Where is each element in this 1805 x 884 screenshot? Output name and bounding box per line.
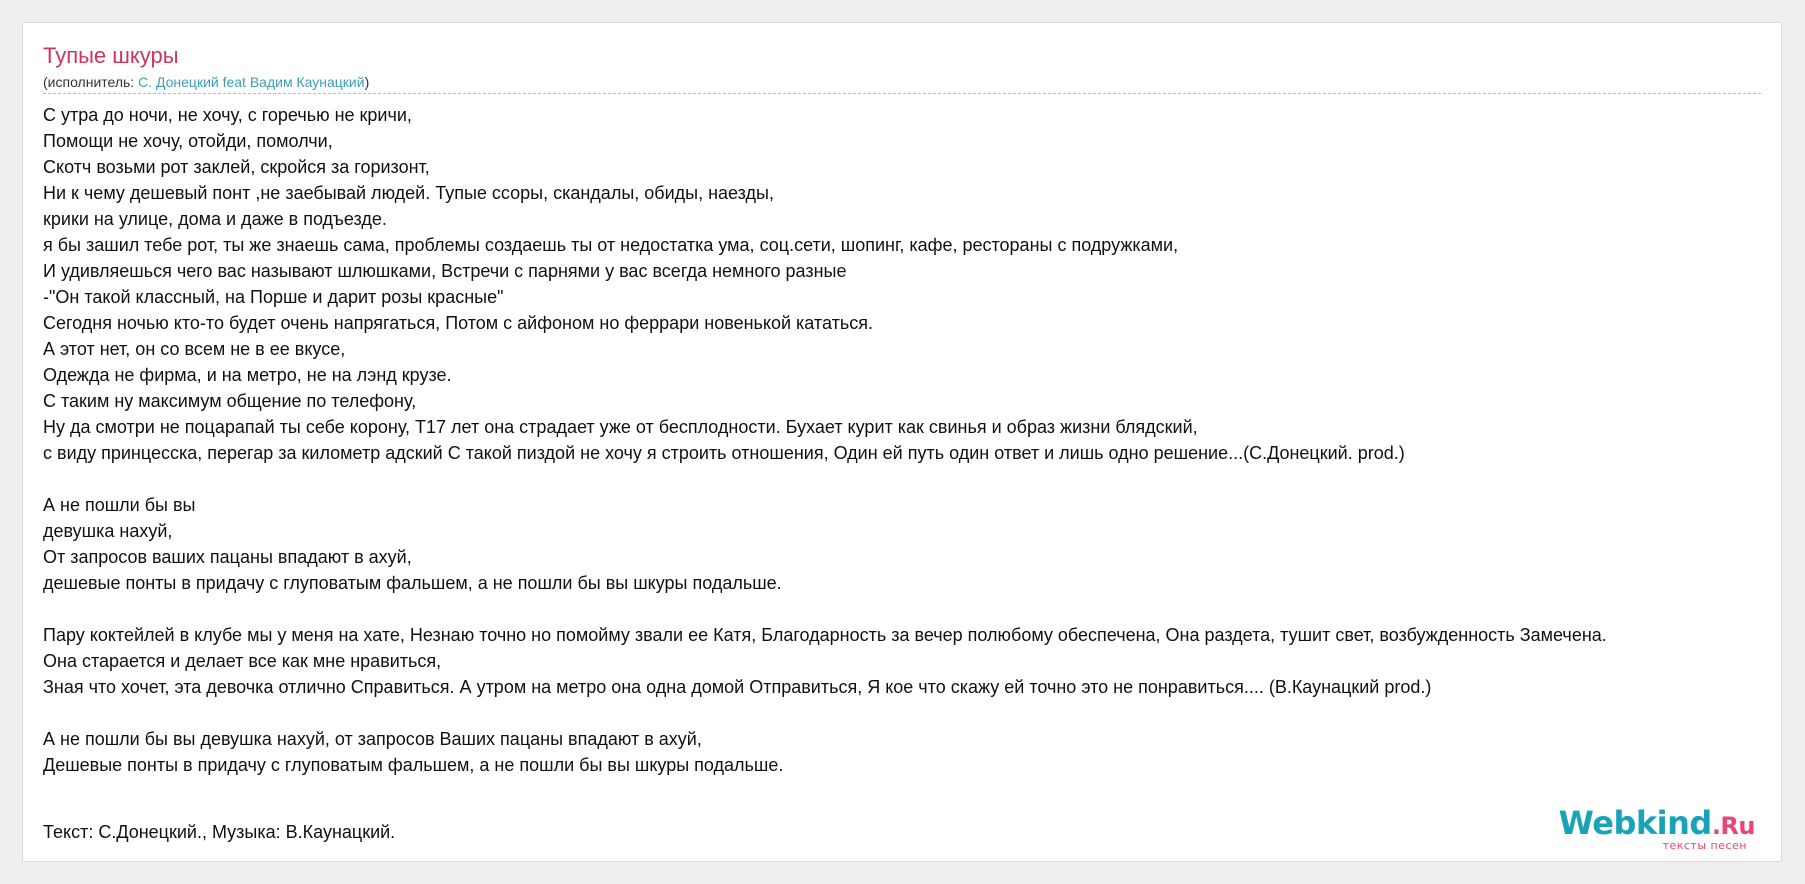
lyric-line: Дешевые понты в придачу с глуповатым фальшем, а не пошли бы вы шкуры подальше.: [43, 755, 784, 775]
verse-2: [43, 622, 1782, 700]
stanza-break: [43, 596, 1782, 622]
performer-prefix: (исполнитель:: [43, 74, 139, 90]
lyric-line: Помощи не хочу, отойди, помолчи,: [43, 131, 333, 151]
performer-line: [43, 73, 1761, 91]
song-title: Тупые шкуры: [43, 43, 179, 68]
lyric-line: Скотч возьми рот заклей, скройся за горизонт,: [43, 157, 430, 177]
performer-suffix: ): [364, 74, 370, 90]
lyric-line: Пару коктейлей в клубе мы у меня на хате, Незнаю точно но помойму звали ее Катя, Благодарность за вечер полюбому обеспечена, Она раздета, тушит свет, возбужденность Замечена.: [43, 625, 1607, 645]
lyric-line: С утра до ночи, не хочу, с горечью не кричи,: [43, 105, 412, 125]
lyric-line: А не пошли бы вы девушка нахуй, от запросов Ваших пацаны впадают в ахуй,: [43, 729, 702, 749]
lyric-line: И удивляешься чего вас называют шлюшками, Встречи с парнями у вас всегда немного разные: [43, 261, 847, 281]
lyric-line: -"Он такой классный, на Порше и дарит розы красные": [43, 287, 504, 307]
performer-link[interactable]: С. Донецкий feat Вадим Каунацкий: [138, 74, 365, 90]
lyrics-card: [22, 22, 1782, 862]
lyric-line: я бы зашил тебе рот, ты же знаешь сама, проблемы создаешь ты от недостатка ума, соц.сети, шопинг, кафе, рестораны с подружками,: [43, 235, 1179, 255]
lyric-line: девушка нахуй,: [43, 521, 173, 541]
lyric-line: с виду принцесска, перегар за километр адский С такой пиздой не хочу я строить отношения, Один ей путь один ответ и лишь одно решение...(С.Донецкий. prod.): [43, 443, 1405, 463]
lyric-line: С таким ну максимум общение по телефону,: [43, 391, 417, 411]
logo-main-text: Webkind: [1558, 804, 1712, 842]
logo-tld: .Ru: [1711, 812, 1755, 840]
chorus-1: [43, 492, 1782, 596]
lyric-line: Одежда не фирма, и на метро, не на лэнд крузе.: [43, 365, 452, 385]
verse-1: [43, 102, 1782, 466]
lyric-line: Зная что хочет, эта девочка отлично Справиться. А утром на метро она одна домой Отправиться, Я кое что скажу ей точно это не понравиться.... (В.Каунацкий prod.): [43, 677, 1432, 697]
lyric-line: дешевые понты в придачу с глуповатым фальшем, а не пошли бы вы шкуры подальше.: [43, 573, 782, 593]
song-credits: Текст: С.Донецкий., Музыка: В.Каунацкий.: [43, 822, 396, 842]
lyric-line: А не пошли бы вы: [43, 495, 196, 515]
webkind-logo[interactable]: [1555, 805, 1755, 851]
header-divider: [43, 93, 1761, 94]
logo-tagline: тексты песен: [1662, 839, 1747, 852]
lyric-line: От запросов ваших пацаны впадают в ахуй,: [43, 547, 412, 567]
lyric-line: крики на улице, дома и даже в подъезде.: [43, 209, 387, 229]
stanza-break: [43, 466, 1782, 492]
song-header: [43, 43, 1761, 91]
stanza-break: [43, 700, 1782, 726]
lyric-line: А этот нет, он со всем не в ее вкусе,: [43, 339, 346, 359]
lyrics-text: [43, 102, 1782, 778]
chorus-2: [43, 726, 1782, 778]
lyric-line: Она старается и делает все как мне нравиться,: [43, 651, 442, 671]
lyric-line: Сегодня ночью кто-то будет очень напрягаться, Потом с айфоном но феррари новенькой кататься.: [43, 313, 873, 333]
lyric-line: Ну да смотри не поцарапай ты себе корону, Т17 лет она страдает уже от бесплодности. Бухает курит как свинья и образ жизни блядский,: [43, 417, 1198, 437]
lyric-line: Ни к чему дешевый понт ,не заебывай людей. Тупые ссоры, скандалы, обиды, наезды,: [43, 183, 774, 203]
